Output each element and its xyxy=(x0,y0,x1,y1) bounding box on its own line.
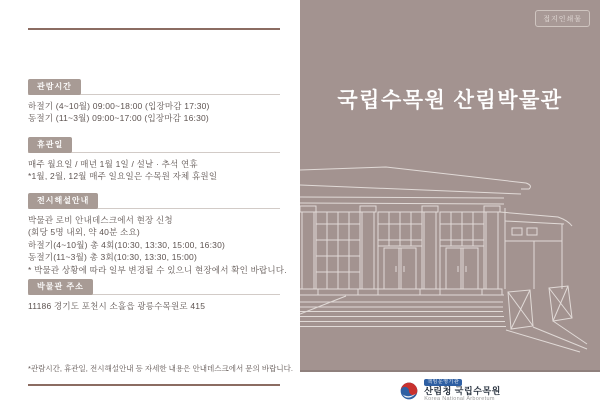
section-header xyxy=(28,134,280,153)
section-header xyxy=(28,276,280,295)
section-header xyxy=(28,76,280,95)
section-museum-address xyxy=(28,276,280,312)
cover-title: 국립수목원 산림박물관 xyxy=(337,89,563,112)
section-header xyxy=(28,190,280,209)
taegeuk-icon xyxy=(399,381,419,401)
section-docent-guide xyxy=(28,190,287,276)
section-label-badge: 박물관 주소 xyxy=(28,279,93,295)
section-label-badge: 전시해설안내 xyxy=(28,193,98,209)
agency-type-badge: 책임운영기관 xyxy=(424,379,462,386)
top-divider xyxy=(28,28,280,30)
fold-print-badge: 접지인쇄물 xyxy=(535,10,590,27)
footer-inquiry-note: *관람시간, 휴관일, 전시해설안내 등 자세한 내용은 안내데스크에서 문의 바랍니다. xyxy=(28,364,293,373)
docent-apply: 박물관 로비 안내데스크에서 현장 신청 xyxy=(28,215,173,225)
logo-name-english: Korea National Arboretum xyxy=(424,395,495,402)
cover-panel xyxy=(300,0,600,372)
bottom-divider xyxy=(28,384,280,386)
logo-name-korean: 산림청 국립수목원 xyxy=(424,386,501,397)
closed-days-note: *1월, 2월, 12월 매주 일요일은 수목원 자체 휴원일 xyxy=(28,171,218,182)
section-label-badge: 관람시간 xyxy=(28,79,81,95)
docent-summer-times: 하절기(4~10월) 총 4회(10:30, 13:30, 15:00, 16:30) xyxy=(28,239,226,250)
hours-summer: 하절기 (4~10월) 09:00~18:00 (입장마감 17:30) xyxy=(28,101,210,111)
section-visiting-hours xyxy=(28,76,280,125)
docent-winter-times: 동절기(11~3월) 총 3회(10:30, 13:30, 15:00) xyxy=(28,252,198,263)
closed-days-regular: 매주 월요일 / 매년 1월 1일 / 설날 · 추석 연휴 xyxy=(28,159,198,169)
section-closed-days xyxy=(28,134,280,183)
address-line: 11186 경기도 포천시 소흘읍 광릉수목원로 415 xyxy=(28,301,206,311)
forest-service-logo-footer xyxy=(300,379,600,402)
docent-change-note: * 박물관 상황에 따라 일부 변경될 수 있으니 현장에서 확인 바랍니다. xyxy=(28,264,287,275)
hours-winter: 동절기 (11~3월) 09:00~17:00 (입장마감 16:30) xyxy=(28,113,209,124)
docent-capacity: (회당 5명 내외, 약 40분 소요) xyxy=(28,227,140,238)
museum-building-illustration xyxy=(300,0,600,372)
section-label-badge: 휴관일 xyxy=(28,137,72,153)
